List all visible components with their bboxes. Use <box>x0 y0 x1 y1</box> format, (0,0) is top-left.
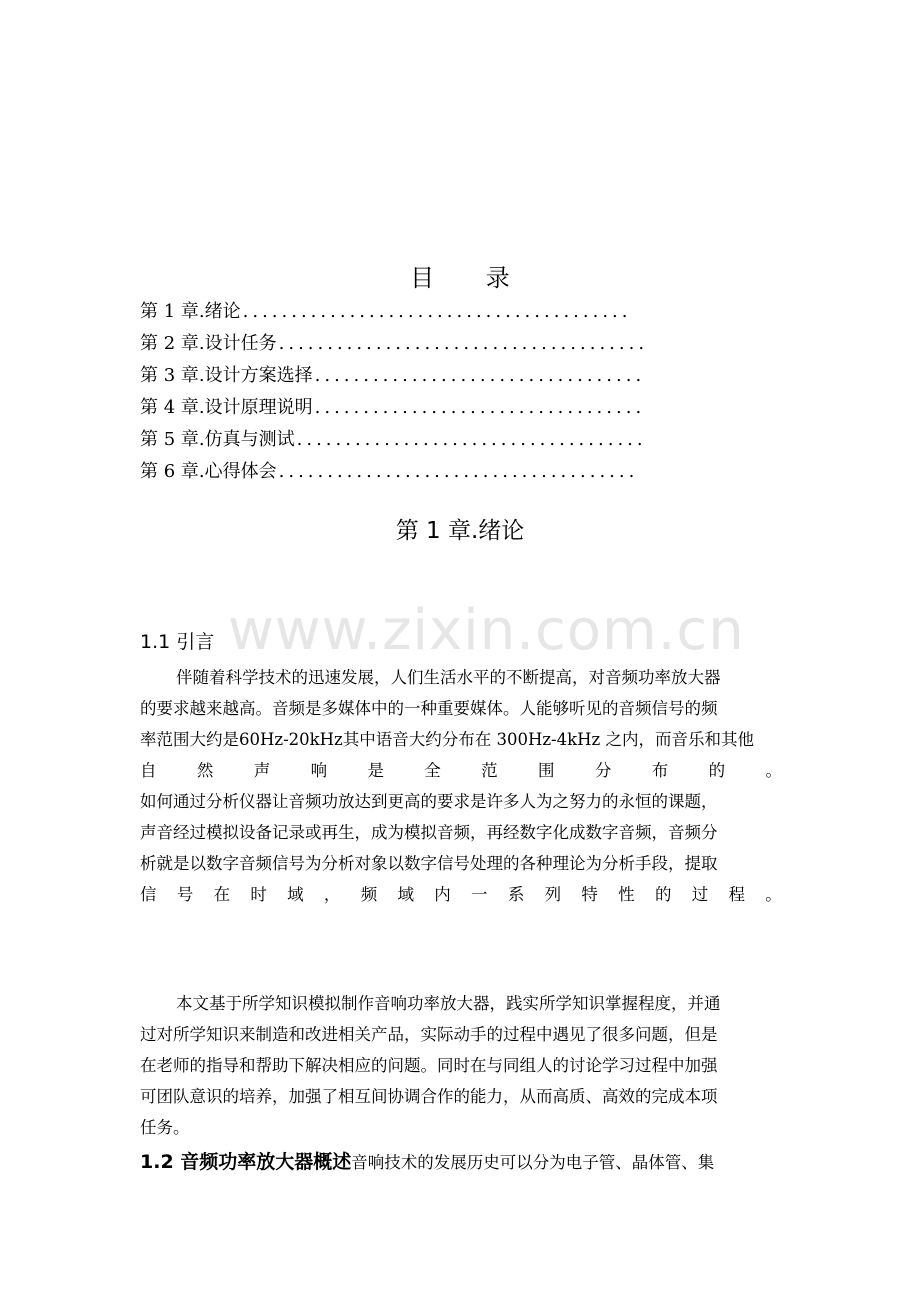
justified-char: 程 <box>728 885 745 904</box>
toc-entry <box>140 328 722 360</box>
toc-title: 目 录 <box>410 264 532 292</box>
justified-char: 域 <box>287 885 304 904</box>
justified-char: 是 <box>367 761 384 780</box>
justified-char: 分 <box>594 761 612 780</box>
paragraph-intro <box>140 662 782 910</box>
toc-entry <box>140 360 722 392</box>
toc-entry-leader: ........................................ <box>242 301 632 322</box>
justified-char: 全 <box>424 761 441 780</box>
justified-char: 过 <box>691 885 709 904</box>
toc-entry <box>140 456 722 488</box>
justified-char: 的 <box>708 761 726 780</box>
section-heading-1-1: 1.1 引言 <box>140 631 215 653</box>
paragraph-line: 在老师的指导和帮助下解决相应的问题。同时在与同组人的讨论学习过程中加强 <box>140 1056 718 1075</box>
justified-char: 围 <box>538 761 555 780</box>
toc-entry-label: 第 5 章.仿真与测试 <box>140 429 295 450</box>
justified-char: 列 <box>544 885 562 904</box>
paragraph-line-justified <box>140 879 782 910</box>
justified-char: 一 <box>471 885 488 904</box>
paragraph-line: 伴随着科学技术的迅速发展，人们生活水平的不断提高，对音频功率放大器 <box>176 668 721 687</box>
justified-char: 性 <box>618 885 635 904</box>
paragraph-line: 本文基于所学知识模拟制作音响功率放大器，践实所学知识掌握程度，并通 <box>176 994 721 1013</box>
justified-char: 频 <box>360 885 378 904</box>
justified-char: 。 <box>765 885 782 904</box>
chapter-title: 第 1 章.绪论 <box>395 518 525 544</box>
toc-entry-leader: .................................. <box>314 397 646 418</box>
justified-char: 的 <box>654 885 672 904</box>
section-1-2-line <box>140 1145 790 1180</box>
justified-char: 然 <box>196 761 214 780</box>
justified-char: 特 <box>581 885 598 904</box>
toc-entry-leader: ...................................... <box>278 333 649 354</box>
watermark: www.zixin.com.cn <box>228 598 745 663</box>
justified-char: 时 <box>250 885 267 904</box>
toc-entry-label: 第 4 章.设计原理说明 <box>140 397 313 418</box>
section-heading-1-2: 1.2 音频功率放大器概述 <box>140 1151 352 1173</box>
paragraph-line: 可团队意识的培养，加强了相互间协调合作的能力，从而高质、高效的完成本项 <box>140 1087 718 1106</box>
paragraph-line: 声音经过模拟设备记录或再生，成为模拟音频，再经数字化成数字音频，音频分 <box>140 823 718 842</box>
section-1-2-text: 音响技术的发展历史可以分为电子管、晶体管、集 <box>351 1153 715 1172</box>
justified-char: 在 <box>213 885 231 904</box>
paragraph-line: 的要求越来越高。音频是多媒体中的一种重要媒体。人能够听见的音频信号的频 <box>140 699 718 718</box>
justified-char: 域 <box>397 885 414 904</box>
toc-entry-label: 第 2 章.设计任务 <box>140 333 277 354</box>
justified-char: 。 <box>765 761 782 780</box>
justified-char: 响 <box>310 761 328 780</box>
justified-char: ， <box>323 885 341 904</box>
toc-entry-label: 第 1 章.绪论 <box>140 301 241 322</box>
justified-char: 系 <box>507 885 525 904</box>
toc-entry-leader: ..................................... <box>278 461 639 482</box>
toc-entry <box>140 296 722 328</box>
paragraph-purpose <box>140 988 782 1143</box>
table-of-contents <box>140 296 722 488</box>
toc-entry-label: 第 3 章.设计方案选择 <box>140 365 313 386</box>
toc-entry-label: 第 6 章.心得体会 <box>140 461 277 482</box>
justified-char: 范 <box>481 761 498 780</box>
justified-char: 布 <box>651 761 669 780</box>
justified-char: 号 <box>176 885 194 904</box>
paragraph-line-justified <box>140 755 782 786</box>
justified-char: 自 <box>140 761 157 780</box>
paragraph-line: 如何通过分析仪器让音频功放达到更高的要求是许多人为之努力的永恒的课题， <box>140 792 718 811</box>
paragraph-line: 析就是以数字音频信号为分析对象以数字信号处理的各种理论为分析手段，提取 <box>140 854 718 873</box>
toc-entry-leader: .................................. <box>314 365 646 386</box>
paragraph-line: 率范围大约是60Hz-20kHz其中语音大约分布在 300Hz-4kHz 之内，而音乐和其他 <box>140 730 754 749</box>
justified-char: 信 <box>140 885 157 904</box>
toc-entry-leader: .................................... <box>296 429 647 450</box>
paragraph-line: 过对所学知识来制造和改进相关产品，实际动手的过程中遇见了很多问题，但是 <box>140 1025 718 1044</box>
toc-entry <box>140 424 722 456</box>
paragraph-line: 任务。 <box>140 1118 190 1137</box>
justified-char: 声 <box>253 761 271 780</box>
justified-char: 内 <box>434 885 451 904</box>
toc-entry <box>140 392 722 424</box>
